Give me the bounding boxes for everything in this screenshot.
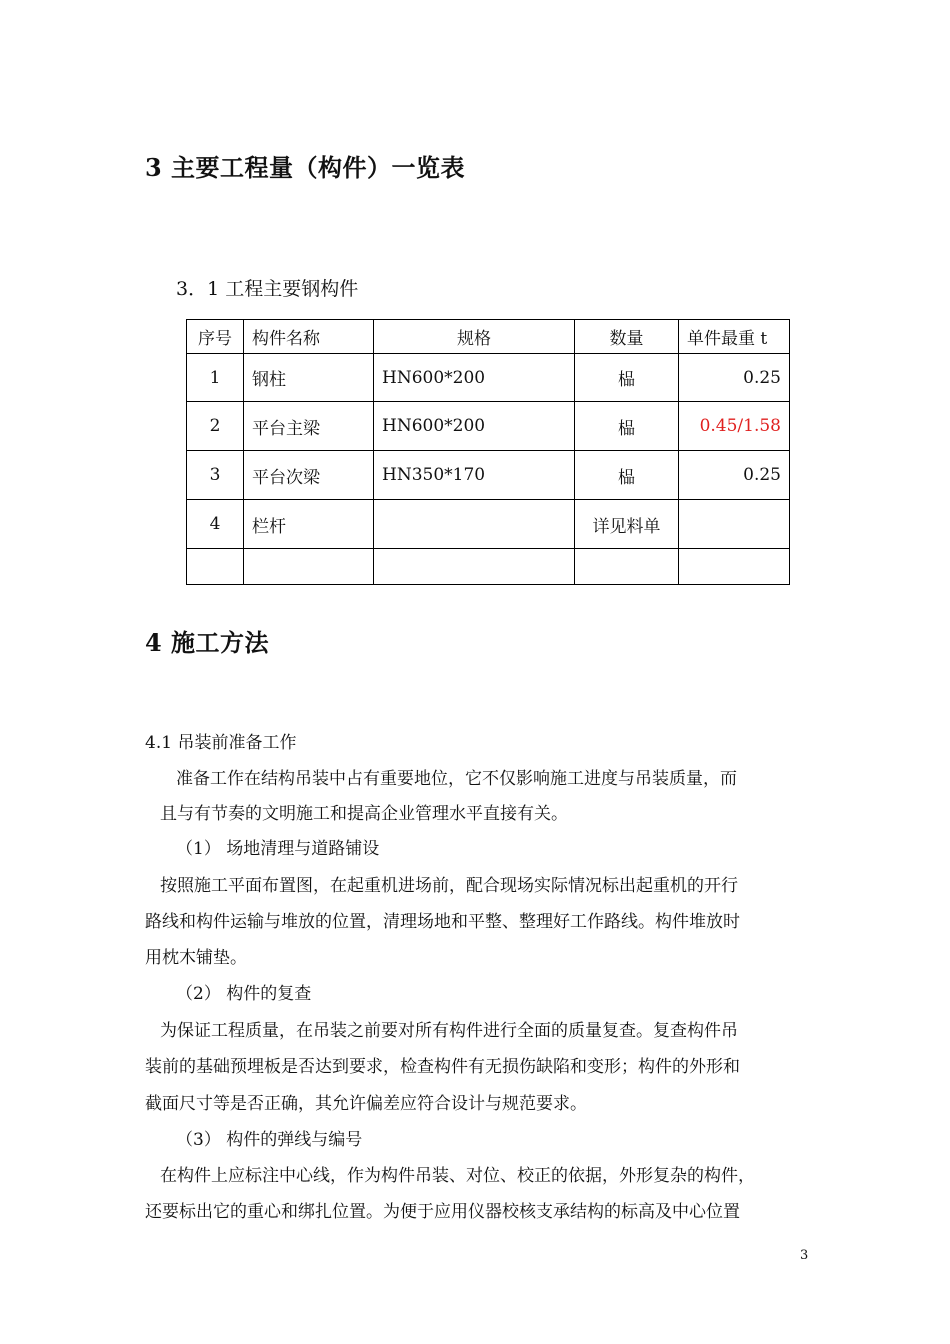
cell-quantity: 榀 bbox=[575, 354, 679, 402]
cell-name: 栏杆 bbox=[244, 500, 374, 549]
cell-index: 2 bbox=[187, 402, 244, 451]
header-cell-max-weight: 单件最重 t bbox=[679, 320, 790, 354]
cell-name bbox=[244, 549, 374, 585]
cell-quantity: 详见料单 bbox=[575, 500, 679, 549]
paragraph-line: 准备工作在结构吊装中占有重要地位，它不仅影响施工进度与吊装质量，而 bbox=[176, 769, 737, 789]
paragraph-line: 按照施工平面布置图，在起重机进场前，配合现场实际情况标出起重机的开行 bbox=[160, 876, 738, 896]
cell-max-weight bbox=[679, 549, 790, 585]
paragraph-line: 为保证工程质量，在吊装之前要对所有构件进行全面的质量复查。复查构件吊 bbox=[160, 1021, 738, 1041]
cell-spec: HN350*170 bbox=[374, 451, 575, 500]
paragraph-line: 且与有节奏的文明施工和提高企业管理水平直接有关。 bbox=[160, 804, 568, 824]
cell-index: 1 bbox=[187, 354, 244, 402]
table-row bbox=[187, 402, 790, 451]
paragraph-line: 还要标出它的重心和绑扎位置。为便于应用仪器校核支承结构的标高及中心位置 bbox=[145, 1202, 740, 1222]
cell-spec bbox=[374, 500, 575, 549]
cell-spec: HN600*200 bbox=[374, 402, 575, 451]
cell-index bbox=[187, 549, 244, 585]
subsection-heading: （3） 构件的弹线与编号 bbox=[176, 1130, 363, 1150]
paragraph-line: 截面尺寸等是否正确，其允许偏差应符合设计与规范要求。 bbox=[145, 1094, 587, 1114]
table-row-empty bbox=[187, 549, 790, 585]
cell-index: 3 bbox=[187, 451, 244, 500]
page-number: 3 bbox=[800, 1248, 809, 1263]
cell-max-weight-highlighted: 0.45/1.58 bbox=[679, 402, 790, 451]
cell-name: 平台主梁 bbox=[244, 402, 374, 451]
section-3-heading: 3 主要工程量（构件）一览表 bbox=[145, 153, 466, 182]
subsection-heading: （2） 构件的复查 bbox=[176, 984, 312, 1004]
section-4-1-heading: 4.1 吊装前准备工作 bbox=[145, 733, 297, 753]
paragraph-line: 在构件上应标注中心线，作为构件吊装、对位、校正的依据，外形复杂的构件， bbox=[160, 1166, 755, 1186]
cell-quantity bbox=[575, 549, 679, 585]
table-row bbox=[187, 451, 790, 500]
header-cell-spec: 规格 bbox=[374, 320, 575, 354]
header-cell-name: 构件名称 bbox=[244, 320, 374, 354]
subsection-heading: （1） 场地清理与道路铺设 bbox=[176, 839, 380, 859]
cell-quantity: 榀 bbox=[575, 451, 679, 500]
section-3-1-heading: 3．1 工程主要钢构件 bbox=[176, 278, 359, 300]
cell-index: 4 bbox=[187, 500, 244, 549]
table-row bbox=[187, 500, 790, 549]
table-row bbox=[187, 354, 790, 402]
cell-spec bbox=[374, 549, 575, 585]
cell-quantity: 榀 bbox=[575, 402, 679, 451]
header-cell-quantity: 数量 bbox=[575, 320, 679, 354]
cell-spec: HN600*200 bbox=[374, 354, 575, 402]
section-4-heading: 4 施工方法 bbox=[145, 628, 270, 657]
cell-max-weight: 0.25 bbox=[679, 354, 790, 402]
cell-max-weight bbox=[679, 500, 790, 549]
paragraph-line: 路线和构件运输与堆放的位置，清理场地和平整、整理好工作路线。构件堆放时 bbox=[145, 912, 740, 932]
steel-components-table bbox=[186, 319, 790, 585]
header-cell-index: 序号 bbox=[187, 320, 244, 354]
table-header-row bbox=[187, 320, 790, 354]
cell-max-weight: 0.25 bbox=[679, 451, 790, 500]
cell-name: 钢柱 bbox=[244, 354, 374, 402]
cell-name: 平台次梁 bbox=[244, 451, 374, 500]
paragraph-line: 用枕木铺垫。 bbox=[145, 948, 247, 968]
paragraph-line: 装前的基础预埋板是否达到要求，检查构件有无损伤缺陷和变形；构件的外形和 bbox=[145, 1057, 740, 1077]
